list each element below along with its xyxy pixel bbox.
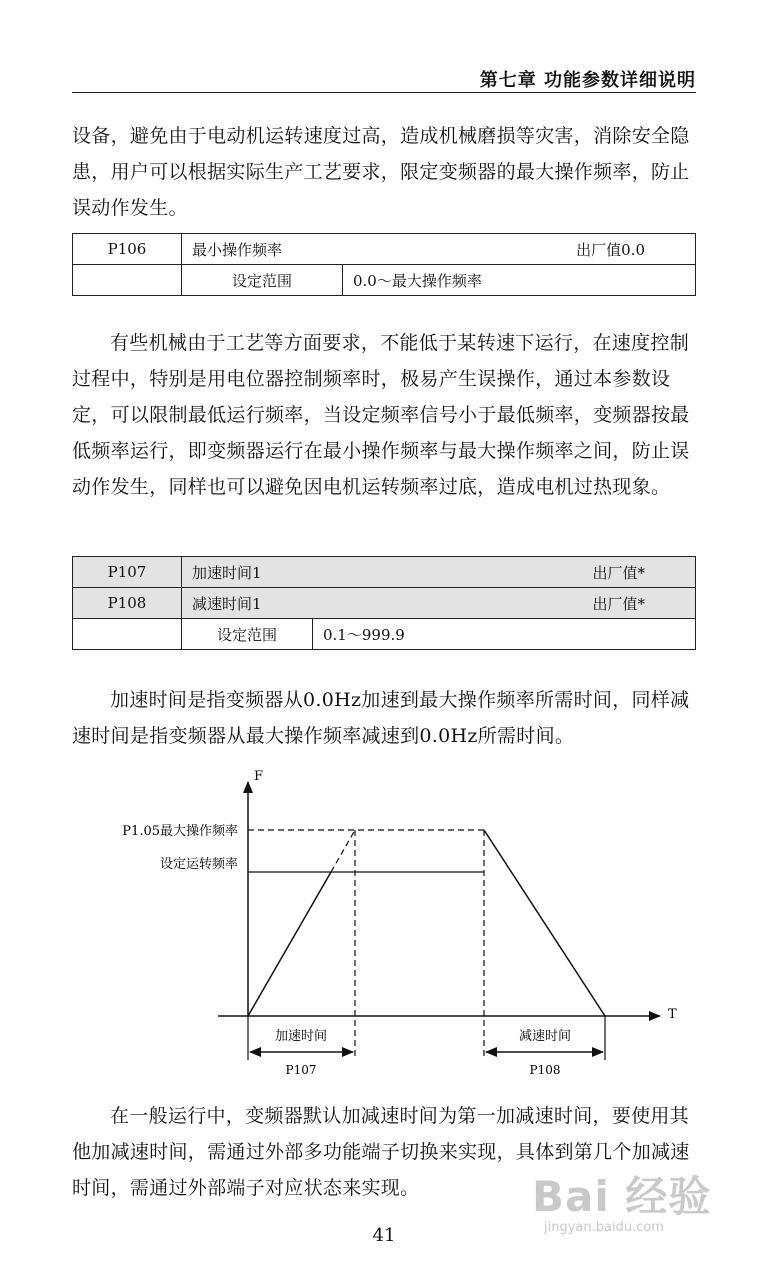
factory-value: 出厂值* — [592, 594, 645, 613]
paragraph-default-accel: 在一般运行中，变频器默认加减速时间为第一加减速时间，要使用其他加减速时间，需通过外部多功能端子切换来实现，具体到第几个加减速时间，需通过外部端子对应状态来实现。 — [72, 1105, 690, 1199]
accel-ramp — [248, 872, 331, 1016]
range-value: 0.1～999.9 — [313, 619, 696, 650]
param-code: P107 — [73, 557, 182, 588]
param-name: 减速时间1 — [192, 594, 262, 613]
decel-param-code: P108 — [529, 1063, 561, 1077]
param-name: 最小操作频率 — [192, 240, 283, 259]
chapter-title: 第七章 功能参数详细说明 — [479, 70, 696, 91]
param-code: P106 — [73, 234, 182, 265]
paragraph-accel-decel: 加速时间是指变频器从0.0Hz加速到最大操作频率所需时间，同样减速时间是指变频器从最大操作频率减速到0.0Hz所需时间。 — [72, 689, 690, 747]
accel-time-label: 加速时间 — [274, 1029, 328, 1044]
paragraph-intro: 设备，避免由于电动机运转速度过高，造成机械磨损等灾害，消除安全隐患，用户可以根据实际生产工艺要求，限定变频器的最大操作频率，防止误动作发生。 — [72, 125, 690, 219]
page-header — [72, 62, 696, 93]
decel-ramp — [484, 830, 605, 1016]
param-name: 加速时间1 — [192, 563, 262, 582]
watermark-brand: Bai 经验 — [532, 1172, 712, 1221]
accel-ramp-ext — [331, 830, 355, 872]
empty-cell — [73, 619, 182, 650]
set-freq-label: 设定运转频率 — [159, 857, 238, 872]
page-number: 41 — [372, 1225, 396, 1246]
paragraph-min-freq: 有些机械由于工艺等方面要求，不能低于某转速下运行，在速度控制过程中，特别是用电位器控制频率时，极易产生误操作，通过本参数设定，可以限制最低运行频率，当设定频率信号小于最低频率，变频器按最低频率运行，即变频器运行在最小操作频率与最大操作频率之间，防止误动作发生，同样也可以避免因电机运转频率过底，造成电机过热现象。 — [72, 332, 690, 498]
param-name-cell — [182, 588, 696, 619]
max-freq-label: P1.05最大操作频率 — [122, 824, 238, 839]
accel-param-code: P107 — [285, 1063, 317, 1077]
x-axis-label: T — [668, 1007, 677, 1022]
factory-value: 出厂值* — [592, 563, 645, 582]
param-table-p106 — [72, 233, 696, 296]
factory-value: 出厂值0.0 — [576, 240, 645, 259]
param-name-cell — [182, 557, 696, 588]
decel-time-label: 减速时间 — [518, 1029, 572, 1044]
range-label: 设定范围 — [182, 265, 343, 296]
accel-decel-diagram — [0, 760, 768, 1085]
y-axis-label: F — [254, 769, 264, 784]
range-label: 设定范围 — [182, 619, 313, 650]
watermark-url: jingyan.baidu.com — [544, 1220, 664, 1235]
range-value: 0.0～最大操作频率 — [343, 265, 696, 296]
param-code: P108 — [73, 588, 182, 619]
empty-cell — [73, 265, 182, 296]
param-table-p107-p108 — [72, 556, 696, 650]
param-name-cell — [182, 234, 696, 265]
